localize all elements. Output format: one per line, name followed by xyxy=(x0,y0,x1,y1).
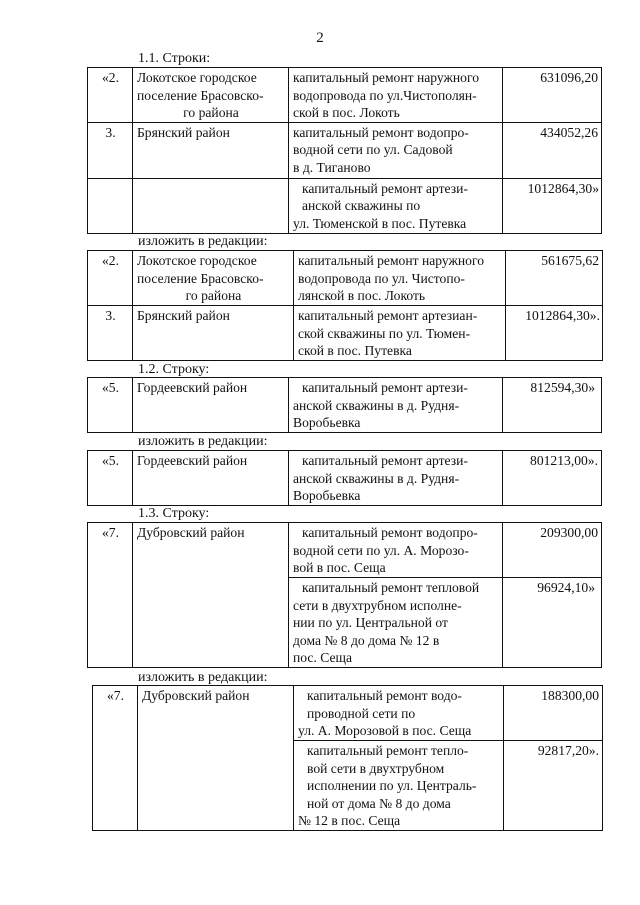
table-row xyxy=(88,378,602,433)
work-cell xyxy=(289,523,503,578)
text-line: пос. Сеща xyxy=(293,650,353,665)
row-number: 3. xyxy=(88,122,133,178)
text-line: Дубровский район xyxy=(142,688,250,703)
amount-cell: 561675,62 xyxy=(506,251,603,306)
work-cell xyxy=(294,251,506,306)
area-cell xyxy=(133,122,289,178)
text-line: поселение Брасовско- xyxy=(137,87,264,103)
text-line: капитальный ремонт артезиан- xyxy=(298,308,478,323)
text-line: капитальный ремонт наружного xyxy=(293,70,480,85)
section-1-3-label: 1.3. Строку: xyxy=(138,506,210,521)
work-cell xyxy=(289,68,503,123)
table-1-3-old xyxy=(87,522,602,668)
row-number: «5. xyxy=(88,451,133,506)
table-row xyxy=(88,122,602,178)
area-cell xyxy=(133,306,294,361)
text-line: Брянский район xyxy=(137,308,230,323)
row-number xyxy=(88,178,133,233)
section-1-1-label: 1.1. Строки: xyxy=(138,51,211,66)
text-line: водопровода по ул.Чистополян- xyxy=(293,87,477,103)
table-row xyxy=(88,306,603,361)
section-1-2-label: 1.2. Строку: xyxy=(138,362,210,377)
area-cell xyxy=(133,378,289,433)
text-line: нии по ул. Центральной от xyxy=(293,615,448,630)
amount-cell: 1012864,30» xyxy=(503,178,602,233)
amount-cell: 434052,26 xyxy=(503,122,602,178)
text-line: капитальный ремонт тепло- xyxy=(307,743,469,758)
text-line: ной от дома № 8 до дома xyxy=(307,795,451,811)
work-cell xyxy=(294,741,504,831)
text-line: Локотское городское xyxy=(137,70,257,85)
amount-cell: 209300,00 xyxy=(503,523,602,578)
row-number: «2. xyxy=(88,68,133,123)
section-1-3-new-label: изложить в редакции: xyxy=(138,670,268,685)
table-1-1-old xyxy=(87,67,602,234)
text-line: ской в пос. Локоть xyxy=(293,105,400,120)
text-line: Дубровский район xyxy=(137,525,245,540)
amount-cell: 812594,30» xyxy=(503,378,602,433)
work-cell xyxy=(294,686,504,741)
table-1-3-new xyxy=(92,685,603,831)
work-cell xyxy=(289,178,503,233)
table-row xyxy=(88,451,602,506)
text-line: вой в пос. Сеща xyxy=(293,560,386,575)
work-cell xyxy=(289,451,503,506)
work-cell xyxy=(289,578,503,668)
table-1-1-new xyxy=(87,250,603,361)
text-line: № 12 в пос. Сеща xyxy=(298,813,401,828)
text-line: го района xyxy=(185,288,242,303)
text-line: дома № 8 до дома № 12 в xyxy=(293,632,440,648)
row-number: «7. xyxy=(88,523,133,668)
area-cell xyxy=(133,68,289,123)
amount-cell: 631096,20 xyxy=(503,68,602,123)
text-line: капитальный ремонт артези- xyxy=(302,453,468,468)
row-number: «2. xyxy=(88,251,133,306)
amount-cell: 188300,00 xyxy=(504,686,603,741)
table-row xyxy=(93,686,603,741)
row-number: «7. xyxy=(93,686,138,831)
text-line: капитальный ремонт водопро- xyxy=(293,124,469,140)
work-cell xyxy=(289,122,503,178)
text-line: капитальный ремонт тепловой xyxy=(302,580,480,595)
area-cell xyxy=(138,686,294,831)
table-row xyxy=(88,178,602,233)
table-1-2-new xyxy=(87,450,602,506)
area-cell xyxy=(133,251,294,306)
text-line: ской скважины по ул. Тюмен- xyxy=(298,325,471,341)
area-cell xyxy=(133,451,289,506)
text-line: Гордеевский район xyxy=(137,453,248,468)
section-1-2-new-label: изложить в редакции: xyxy=(138,434,268,449)
text-line: капитальный ремонт артези- xyxy=(302,180,468,196)
text-line: поселение Брасовско- xyxy=(137,270,264,286)
amount-cell: 96924,10» xyxy=(503,578,602,668)
text-line: Локотское городское xyxy=(137,253,257,268)
text-line: го района xyxy=(183,105,239,120)
text-line: ул. А. Морозовой в пос. Сеща xyxy=(298,723,472,738)
text-line: ской в пос. Путевка xyxy=(298,343,412,358)
text-line: в д. Тиганово xyxy=(293,159,371,175)
table-row xyxy=(88,68,602,123)
text-line: Воробьевка xyxy=(293,415,361,430)
text-line: анской скважины по xyxy=(302,198,421,213)
text-line: Воробьевка xyxy=(293,488,361,503)
text-line: Брянский район xyxy=(137,124,230,140)
text-line: водопровода по ул. Чистопо- xyxy=(298,270,465,286)
text-line: капитальный ремонт артези- xyxy=(302,380,468,395)
area-cell xyxy=(133,178,289,233)
text-line: исполнении по ул. Централь- xyxy=(307,778,477,793)
work-cell xyxy=(289,378,503,433)
work-cell xyxy=(294,306,506,361)
text-line: водной сети по ул. А. Морозо- xyxy=(293,542,469,558)
text-line: ул. Тюменской в пос. Путевка xyxy=(293,215,467,231)
amount-cell: 1012864,30». xyxy=(506,306,603,361)
text-line: капитальный ремонт водо- xyxy=(307,688,462,703)
table-row xyxy=(88,251,603,306)
area-cell xyxy=(133,523,289,668)
text-line: лянской в пос. Локоть xyxy=(298,288,426,303)
row-number: 3. xyxy=(88,306,133,361)
amount-cell: 92817,20». xyxy=(504,741,603,831)
text-line: проводной сети по xyxy=(307,705,416,721)
text-line: сети в двухтрубном исполне- xyxy=(293,597,462,613)
section-1-1-new-label: изложить в редакции: xyxy=(138,234,268,249)
text-line: капитальный ремонт наружного xyxy=(298,253,485,268)
text-line: вой сети в двухтрубном xyxy=(307,760,445,776)
amount-cell: 801213,00». xyxy=(503,451,602,506)
text-line: капитальный ремонт водопро- xyxy=(302,525,478,540)
page-number: 2 xyxy=(316,30,324,46)
text-line: анской скважины в д. Рудня- xyxy=(293,470,460,486)
table-1-2-old xyxy=(87,377,602,433)
text-line: водной сети по ул. Садовой xyxy=(293,142,453,157)
table-row xyxy=(88,523,602,578)
text-line: анской скважины в д. Рудня- xyxy=(293,397,460,413)
row-number: «5. xyxy=(88,378,133,433)
text-line: Гордеевский район xyxy=(137,380,248,395)
